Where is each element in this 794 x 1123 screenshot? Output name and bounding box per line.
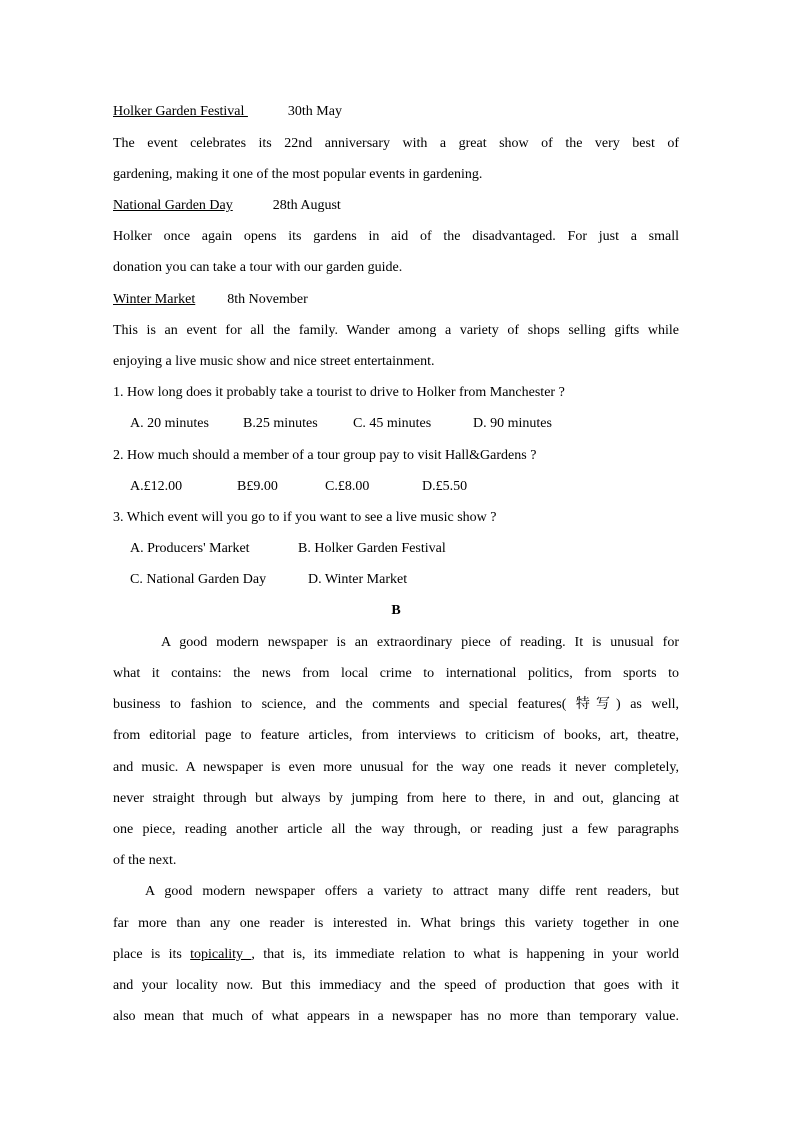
option-a: A. Producers' Market	[130, 541, 250, 556]
option-b: B.25 minutes	[243, 416, 318, 431]
event-date: 28th August	[272, 198, 341, 213]
option-b: B£9.00	[237, 479, 278, 494]
paragraph-1-line: from editorial page to feature articles, from interviews to criticism of books, art, theatre,	[113, 728, 679, 743]
event-description-line: gardening, making it one of the most popular events in gardening.	[113, 167, 483, 182]
event-description-line: enjoying a live music show and nice street entertainment.	[113, 354, 435, 369]
paragraph-2-line: and your locality now. But this immediacy and the speed of production that goes with it	[113, 978, 679, 993]
question-1-stem: 1. How long does it probably take a tourist to drive to Holker from Manchester ?	[113, 385, 565, 400]
event-heading-winter-market	[113, 284, 679, 315]
event-name: National Garden Day	[113, 198, 233, 213]
question-3-stem: 3. Which event will you go to if you want to see a live music show ?	[113, 510, 497, 525]
paragraph-1-line: and music. A newspaper is even more unusual for the way one reads it never completely,	[113, 760, 679, 775]
text-before: place is its	[113, 947, 191, 962]
paragraph-2-line: A good modern newspaper offers a variety to attract many diffe rent readers, but	[145, 884, 679, 899]
event-description-line: donation you can take a tour with our garden guide.	[113, 260, 403, 275]
question-3-options-row-2	[113, 564, 679, 595]
option-d: D. 90 minutes	[473, 416, 552, 431]
section-b-heading: B	[391, 603, 401, 618]
option-d: D.£5.50	[422, 479, 468, 494]
event-description-line: Holker once again opens its gardens in aid of the disadvantaged. For just a small	[113, 229, 679, 244]
event-heading-national-garden-day	[113, 190, 679, 221]
option-c: C.£8.00	[325, 479, 370, 494]
paragraph-2-line: far more than any one reader is interested in. What brings this variety together in one	[113, 916, 679, 931]
option-c: C. 45 minutes	[353, 416, 432, 431]
event-date: 8th November	[227, 292, 308, 307]
event-description-line: This is an event for all the family. Wander among a variety of shops selling gifts while	[113, 323, 679, 338]
event-date: 30th May	[287, 104, 342, 119]
option-c: C. National Garden Day	[130, 572, 267, 587]
paragraph-1-line: what it contains: the news from local crime to international politics, from sports to	[113, 666, 679, 681]
paragraph-1-line: business to fashion to science, and the comments and special features( 特写) as well,	[113, 697, 679, 712]
topicality-underlined-word: topicality	[190, 947, 252, 962]
question-3-options-row-1	[113, 533, 679, 564]
event-name: Winter Market	[113, 292, 196, 307]
question-2-options	[113, 471, 679, 502]
question-2-stem: 2. How much should a member of a tour group pay to visit Hall&Gardens ?	[113, 448, 537, 463]
paragraph-2-line-topicality	[113, 939, 679, 970]
event-description-line: The event celebrates its 22nd anniversary with a great show of the very best of	[113, 136, 679, 151]
text-after: , that is, its immediate relation to what is happening in your world	[251, 947, 679, 962]
option-b: B. Holker Garden Festival	[298, 541, 446, 556]
option-a: A. 20 minutes	[130, 416, 209, 431]
option-d: D. Winter Market	[308, 572, 408, 587]
option-a: A.£12.00	[130, 479, 183, 494]
paragraph-2-line: also mean that much of what appears in a newspaper has no more than temporary value.	[113, 1009, 679, 1024]
paragraph-1-last-line: of the next.	[113, 853, 177, 868]
event-name: Holker Garden Festival	[113, 104, 248, 119]
paragraph-1-line: A good modern newspaper is an extraordinary piece of reading. It is unusual for	[161, 635, 679, 650]
event-heading-holker-garden-festival	[113, 96, 679, 127]
paragraph-1-line: never straight through but always by jumping from here to there, in and out, glancing at	[113, 791, 679, 806]
paragraph-1-line: one piece, reading another article all the way through, or reading just a few paragraphs	[113, 822, 679, 837]
question-1-options	[113, 408, 679, 439]
